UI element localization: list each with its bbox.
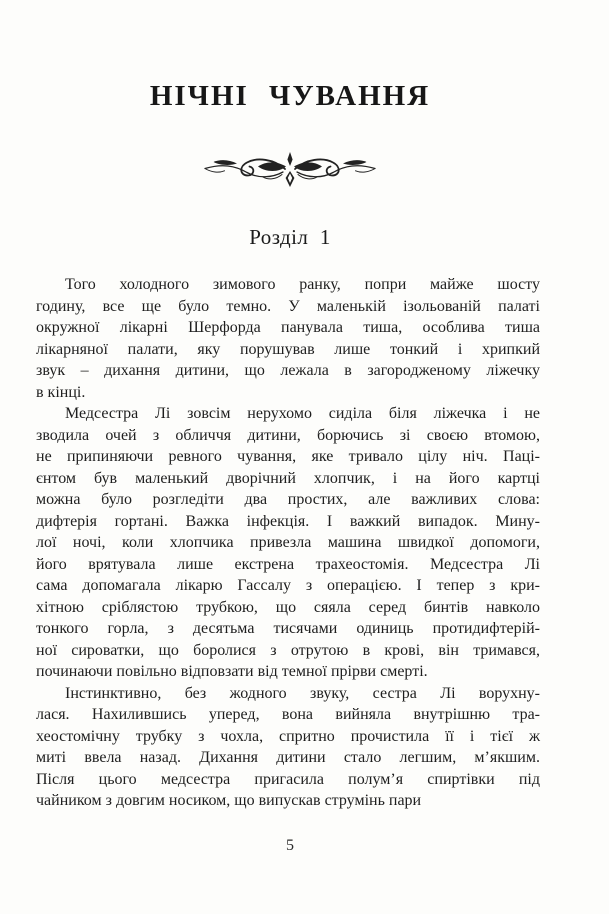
text-line: лася. Нахилившись уперед, вона вийняла внутрішню тра- bbox=[36, 706, 540, 723]
book-title: НІЧНІ ЧУВАННЯ bbox=[149, 80, 431, 112]
text-line: окружної лікарні Шерфорда панувала тиша, особлива тиша bbox=[36, 319, 540, 336]
text-line: Того холодного зимового ранку, попри майже шосту bbox=[65, 276, 540, 293]
text-line: єнтом був маленький дворічний хлопчик, і на його картці bbox=[36, 469, 540, 487]
text-line: чайником з довгим носиком, що випускав струмінь пари bbox=[36, 792, 422, 809]
text-line: можна було розгледіти два простих, але важливих слова: bbox=[36, 491, 540, 508]
text-line: миті ввела назад. Дихання дитини стало легшим, м’якшим. bbox=[36, 749, 540, 766]
paragraph bbox=[36, 403, 540, 683]
text-line: ної сироватки, що боролися з отрутою в крові, він тримався, bbox=[36, 641, 540, 659]
text-line: зводила очей з обличчя дитини, борючись зі своєю втомою, bbox=[36, 426, 540, 444]
text-line: починаючи повільно відповзати від темної прірви смерті. bbox=[36, 663, 428, 680]
text-line: лої ночі, коли хлопчика привезла машина швидкої допомоги, bbox=[36, 534, 540, 551]
text-line: не припиняючи ревного чування, яке тривало цілу ніч. Паці- bbox=[36, 448, 540, 465]
text-line: Після цього медсестра пригасила полум’я спиртівки під bbox=[36, 770, 540, 788]
text-line: його врятувала лише екстрена трахеостомія. Медсестра Лі bbox=[36, 555, 540, 573]
paragraph bbox=[36, 274, 540, 403]
floral-divider-icon bbox=[36, 152, 544, 193]
text-line: Інстинктивно, без жодного звуку, сестра Лі ворухну- bbox=[65, 684, 540, 702]
text-line: хітною сріблястою трубкою, що сяяла серед бинтів навколо bbox=[36, 598, 540, 616]
text-line: сама допомагала лікарю Гассалу з операцією. І тепер з кри- bbox=[36, 577, 540, 594]
text-line: годину, все ще було темно. У маленькій ізольованій палаті bbox=[36, 297, 540, 315]
body-text bbox=[36, 274, 540, 812]
text-line: в кінці. bbox=[36, 383, 86, 401]
text-line: звук – дихання дитини, що лежала в загородженому ліжечку bbox=[36, 362, 540, 379]
chapter-heading: Розділ 1 bbox=[249, 225, 331, 249]
paragraph bbox=[36, 683, 540, 812]
text-line: хеостомічну трубку з чохла, спритно прочистила її і тієї ж bbox=[36, 727, 540, 745]
text-line: Медсестра Лі зовсім нерухомо сиділа біля ліжечка і не bbox=[65, 405, 540, 422]
text-line: лікарняної палати, яку порушував лише тонкий і хрипкий bbox=[36, 340, 540, 358]
text-line: тонкого горла, з десятьма тисячами одиниць протидифтерій- bbox=[36, 620, 540, 637]
page-number: 5 bbox=[286, 837, 294, 854]
text-line: дифтерія гортані. Важка інфекція. І важкий випадок. Мину- bbox=[36, 512, 540, 530]
